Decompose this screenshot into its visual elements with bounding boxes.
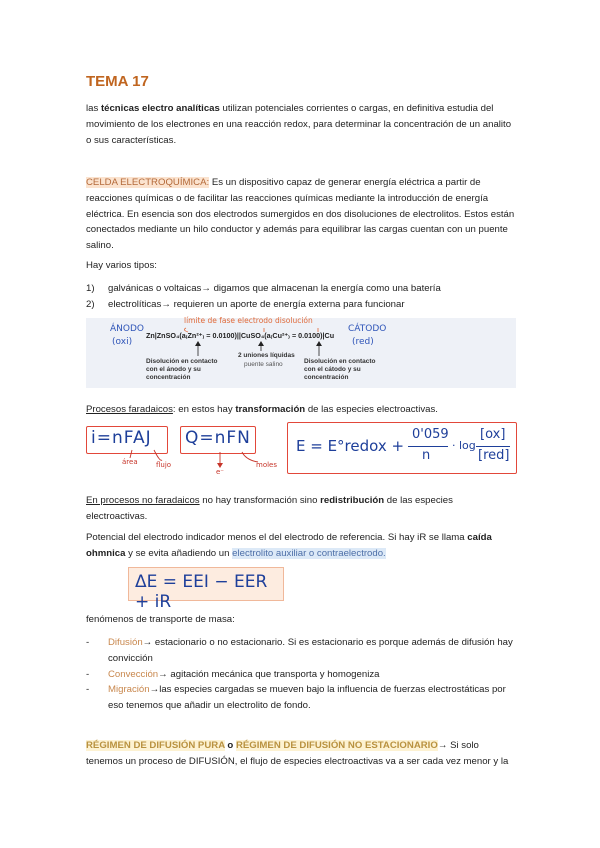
anodo-sub: (oxi)	[112, 337, 133, 347]
faradaicos-text-2: de las especies electroactivas.	[305, 404, 438, 415]
catodo-label: CÁTODO	[348, 324, 387, 334]
equation-box-delta-e	[128, 567, 284, 612]
transporte-list	[86, 635, 516, 714]
regimen-highlight-1: RÉGIMEN DE DIFUSIÓN PURA	[86, 740, 225, 751]
nernst-lhs: E = E°redox +	[296, 437, 405, 455]
list-label: Difusión	[108, 637, 143, 648]
tipos-list	[86, 281, 516, 313]
no-faradaicos-paragraph	[86, 493, 516, 525]
faradaicos-label: Procesos faradaicos	[86, 404, 173, 415]
list-item	[86, 667, 516, 683]
regimen-paragraph	[86, 738, 516, 770]
regimen-o: o	[224, 740, 236, 751]
list-text: galvánicas o voltaicas→ digamos que almacenan la energía como una batería	[108, 283, 441, 294]
regimen-highlight-2: RÉGIMEN DE DIFUSIÓN NO ESTACIONARIO	[235, 740, 438, 751]
equation-area-note: área	[122, 458, 138, 466]
nernst-log-bar	[476, 446, 510, 447]
list-number: 1)	[86, 283, 95, 294]
equation-current: i=nFAJ	[91, 428, 152, 448]
nernst-denominator: n	[422, 448, 431, 463]
equation-box-nernst	[287, 422, 517, 474]
list-text: → agitación mecánica que transporta y homogeniza	[158, 668, 380, 680]
potencial-text-2: y se evita añadiendo un	[125, 547, 233, 559]
potencial-text-1: Potencial del electrodo indicador menos el del electrodo de referencia. Si hay iR se llama	[86, 532, 468, 543]
cell-label-left: Disolución en contacto con el ánodo y su concentración	[146, 358, 218, 381]
page-title: TEMA 17	[86, 73, 149, 90]
intro-text-2: utilizan potenciales corrientes o cargas, en definitiva estudia del movimiento de los electrones en una reacción redox, para determinar la concentración de un analito o sus características.	[86, 103, 512, 146]
cell-notation: Zn|ZnSO₄(a₍Zn²⁺₎ = 0.0100)||CuSO₄(a₍Cu²⁺₎ = 0.0100)|Cu	[146, 331, 335, 340]
equation-electron-note: e⁻	[216, 468, 225, 476]
potencial-bold: caída ohmnica	[86, 532, 492, 559]
list-text: electrolíticas→ requieren un aporte de energía externa para funcionar	[108, 298, 405, 310]
list-number: 2)	[86, 298, 95, 310]
transporte-intro: fenómenos de transporte de masa:	[86, 614, 235, 625]
faradaicos-text-1: : en estos hay	[172, 404, 236, 415]
potencial-highlight: electrolito auxiliar o contraelectrodo.	[232, 547, 386, 559]
intro-bold: técnicas electro analíticas	[100, 103, 220, 114]
no-faradaicos-text-1: no hay transformación sino	[199, 495, 321, 506]
list-label: Convección	[108, 668, 159, 680]
list-label: Migración	[108, 684, 150, 696]
cell-label-mid-sub: puente salino	[244, 361, 283, 368]
list-bullet: -	[86, 637, 90, 648]
nernst-ox: [ox]	[480, 427, 506, 442]
list-text: →las especies cargadas se mueven bajo la influencia de fuerzas electrostáticas por eso tenemos que añadir un electrolito de fondo.	[108, 684, 506, 712]
cell-label-right: Disolución en contacto con el cátodo y su concentración	[304, 358, 376, 381]
nernst-red: [red]	[478, 448, 510, 463]
cell-label-mid: 2 uniones líquidas	[238, 352, 295, 359]
list-bullet: -	[86, 684, 90, 696]
catodo-sub: (red)	[352, 337, 374, 347]
nernst-numerator: 0'059	[412, 427, 449, 442]
equation-annotation-arrows	[110, 448, 280, 478]
limite-fase-label: límite de fase electrodo disolución	[184, 316, 313, 325]
faradaicos-paragraph	[86, 402, 516, 418]
list-item	[86, 281, 516, 297]
equation-charge: Q=nFN	[185, 428, 251, 448]
potencial-paragraph	[86, 530, 516, 562]
tipos-intro: Hay varios tipos:	[86, 260, 157, 271]
faradaicos-bold: transformación	[235, 404, 306, 415]
list-item	[86, 635, 516, 667]
no-faradaicos-bold: redistribución	[320, 495, 385, 506]
list-bullet: -	[86, 668, 90, 680]
cell-figure	[86, 318, 516, 388]
intro-text-1: las	[86, 103, 101, 114]
nernst-fraction-bar	[408, 446, 448, 447]
no-faradaicos-label: En procesos no faradaicos	[86, 495, 200, 506]
celda-text: Es un dispositivo capaz de generar energía eléctrica a partir de reacciones químicas o de facilitar las reacciones químicas mediante la introducción de energía eléctrica. En esencia son dos electrodos sumergidos en dos disoluciones de electrolitos. Estos están conectados mediante un hilo conductor y además para equilibrar las cargas cuentan con un puente salino.	[86, 177, 515, 252]
equation-delta-e: ΔE = EEI − EER + iR	[135, 572, 268, 612]
celda-paragraph	[86, 175, 516, 254]
equation-moles-note: moles	[256, 461, 277, 469]
no-faradaicos-text-2: de las especies electroactivas.	[86, 495, 453, 522]
intro-paragraph	[86, 101, 516, 148]
anodo-label: ÁNODO	[110, 324, 144, 334]
nernst-log: · log	[452, 439, 476, 452]
celda-label: CELDA ELECTROQUÍMICA:	[86, 177, 210, 188]
equation-flujo-note: flujo	[156, 461, 172, 469]
list-item	[86, 682, 516, 714]
list-item	[86, 297, 516, 313]
list-text: → estacionario o no estacionario. Si es estacionario es porque además de difusión hay convicción	[108, 637, 513, 664]
regimen-text: → Si solo tenemos un proceso de DIFUSIÓN, el flujo de especies electroactivas va a ser cada vez menor y la	[86, 740, 509, 767]
